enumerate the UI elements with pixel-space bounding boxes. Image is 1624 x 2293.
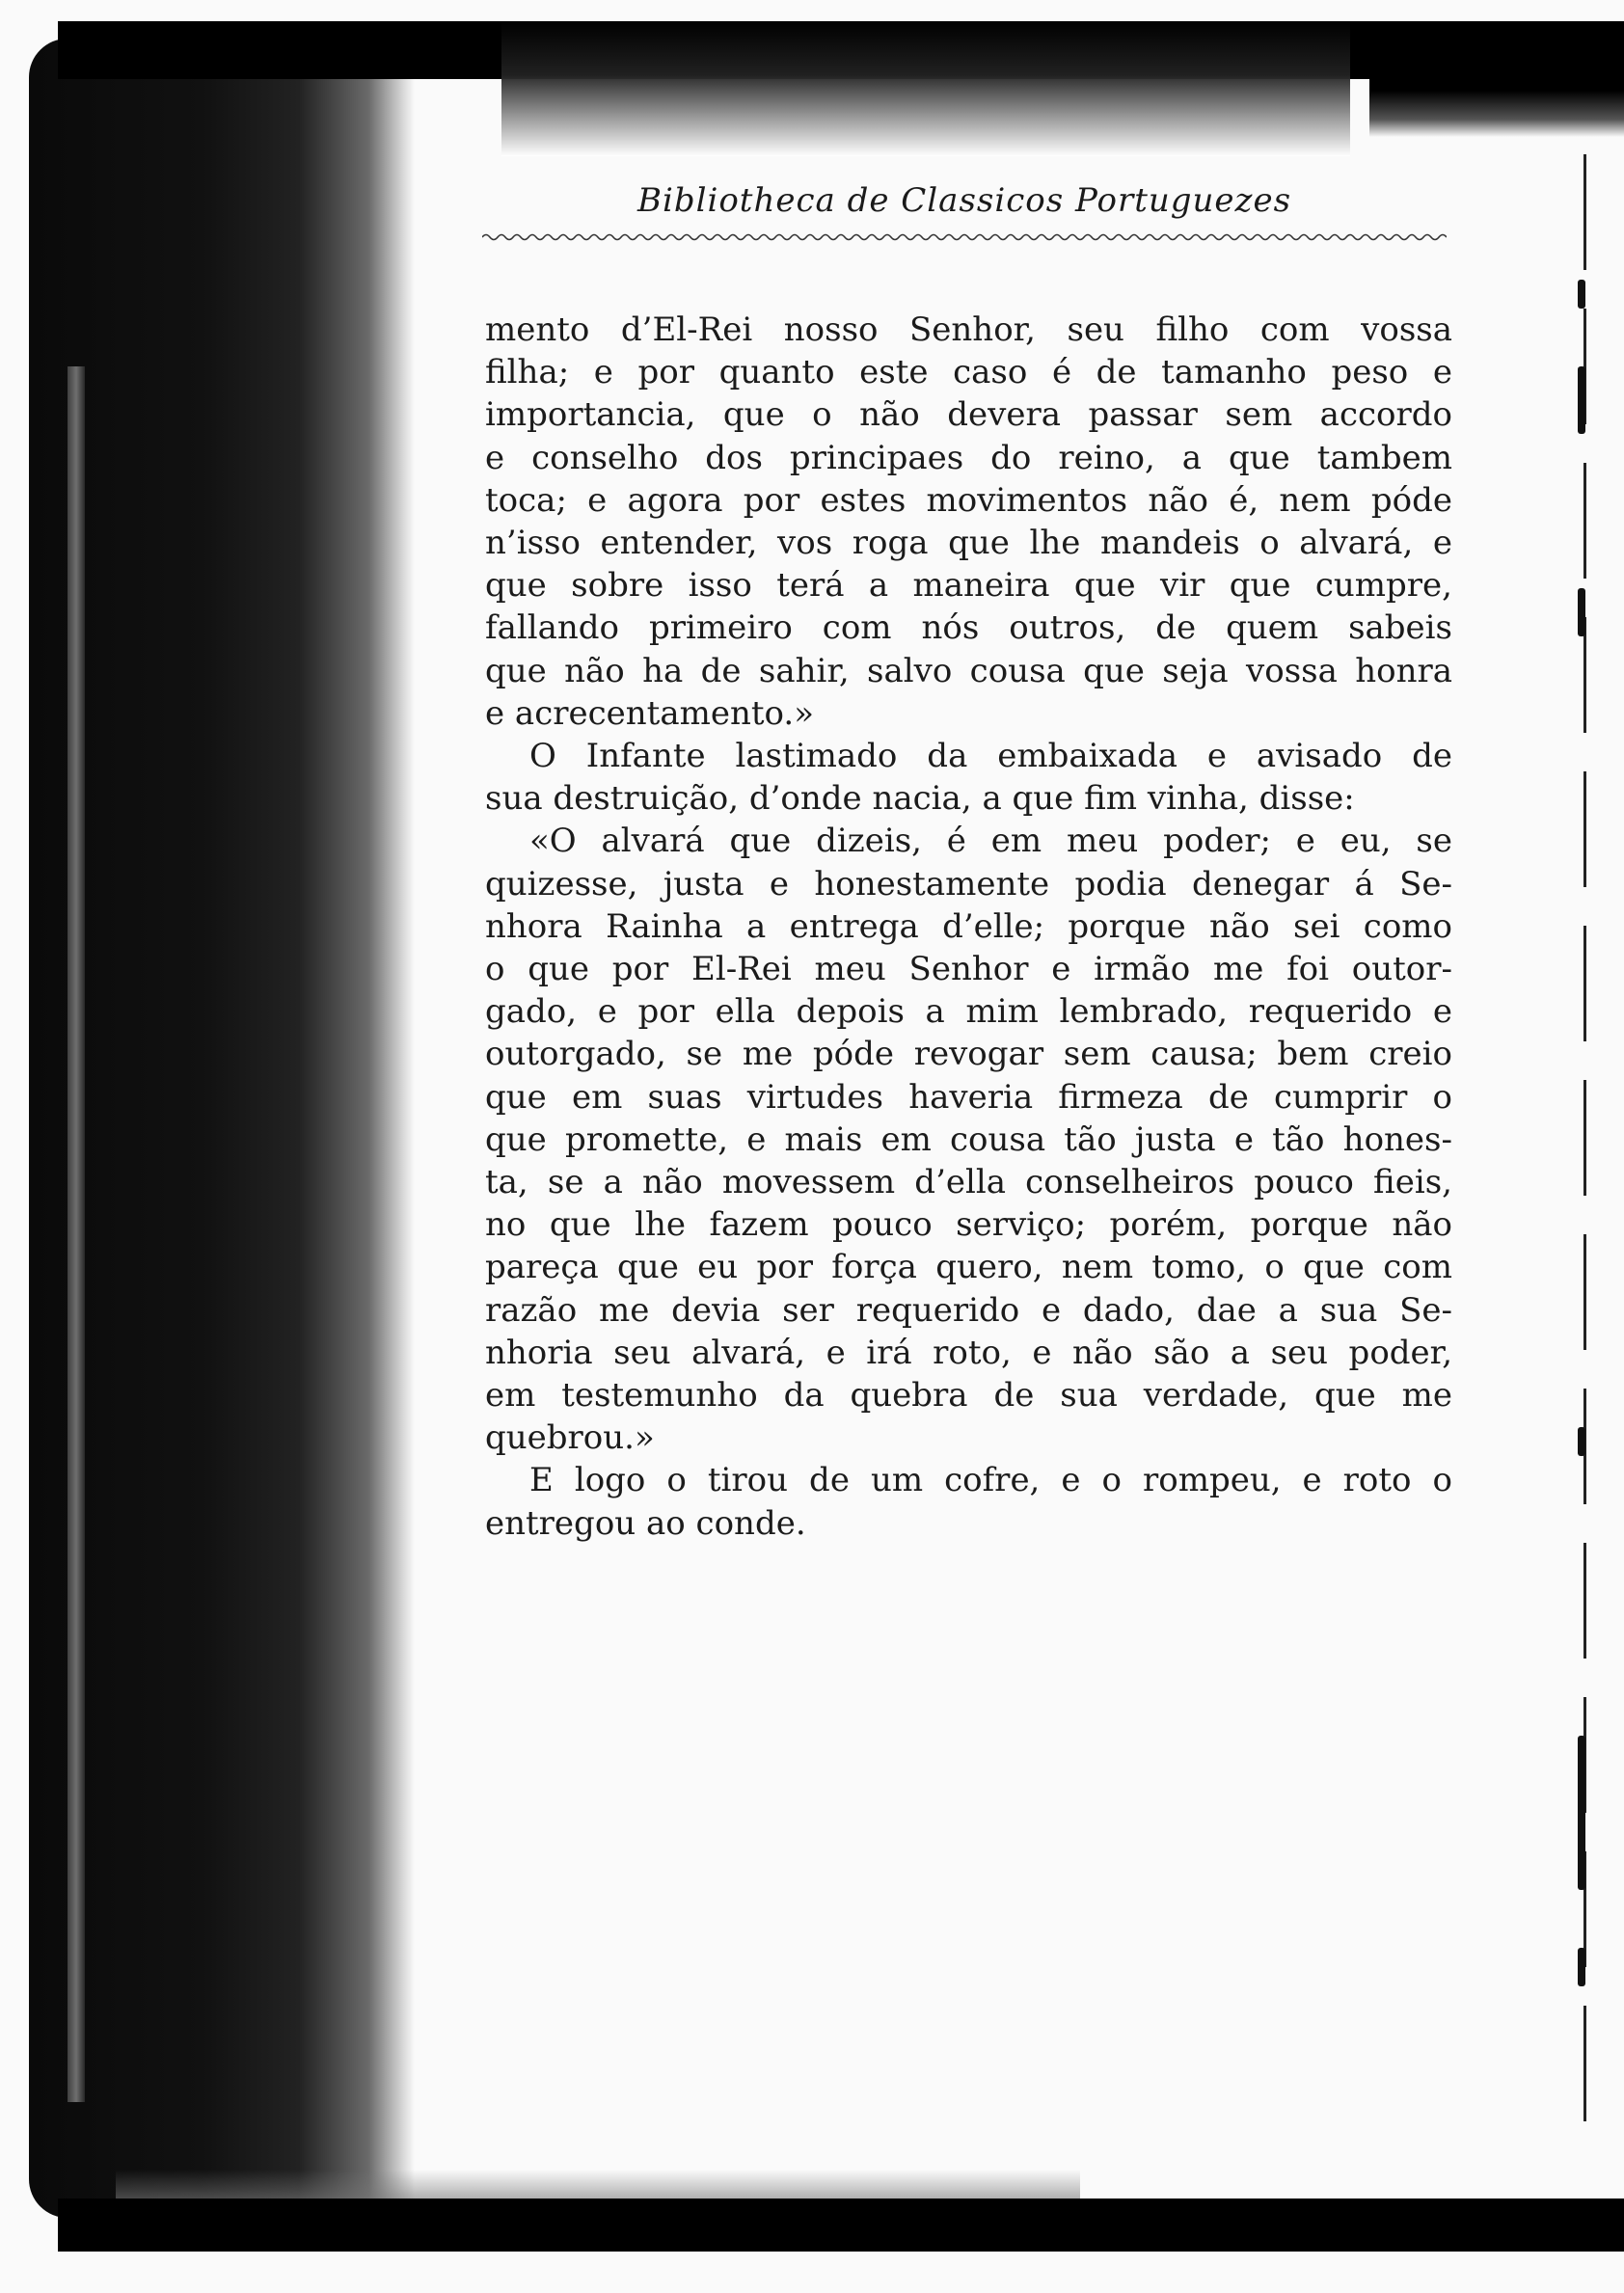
text-line: que não ha de sahir, salvo cousa que seja vossa honra	[485, 651, 1452, 690]
text-line: pareça que eu por força quero, nem tomo, o que com	[485, 1248, 1452, 1287]
body-text	[485, 309, 1452, 1545]
text-line: outorgado, se me póde revogar sem causa; bem creio	[485, 1035, 1452, 1074]
text-line: nhora Rainha a entrega d’elle; porque não sei como	[485, 906, 1452, 946]
binding-edge	[68, 366, 85, 2102]
text-line: O Infante lastimado da embaixada e avisado de	[529, 737, 1452, 776]
text-line: no que lhe fazem pouco serviço; porém, porque não	[485, 1205, 1452, 1245]
right-edge-mark	[1578, 1427, 1585, 1456]
text-line: nhoria seu alvará, e irá roto, e não são a seu poder,	[485, 1333, 1452, 1372]
text-line: e acrecentamento.»	[485, 693, 815, 733]
text-line: que em suas virtudes haveria firmeza de cumprir o	[485, 1077, 1452, 1117]
text-line: razão me devia ser requerido e dado, dae a sua Se-	[485, 1290, 1452, 1330]
text-line: fallando primeiro com nós outros, de quem sabeis	[485, 608, 1452, 648]
text-line: mento d’El-Rei nosso Senhor, seu filho com vossa	[485, 310, 1452, 349]
text-line: filha; e por quanto este caso é de tamanho peso e	[485, 353, 1452, 392]
text-line: quebrou.»	[485, 1418, 655, 1458]
paragraph	[485, 309, 1452, 735]
text-line: n’isso entender, vos roga que lhe mandeis o alvará, e	[485, 524, 1452, 563]
top-scan-shadow	[501, 21, 1350, 156]
paragraph	[485, 1459, 1452, 1544]
text-line: «O alvará que dizeis, é em meu poder; e eu, se	[529, 822, 1452, 861]
right-edge-mark	[1578, 588, 1585, 636]
bottom-scan-border	[58, 2199, 1624, 2252]
paragraph	[485, 820, 1452, 1459]
top-right-scan-border	[1369, 21, 1624, 137]
paragraph	[485, 735, 1452, 820]
wavy-rule	[482, 231, 1447, 243]
text-line: entregou ao conde.	[485, 1503, 806, 1543]
text-line: o que por El-Rei meu Senhor e irmão me foi outor-	[485, 950, 1452, 989]
right-edge-mark	[1578, 280, 1585, 309]
text-line: em testemunho da quebra de sua verdade, que me	[485, 1376, 1452, 1416]
running-head: Bibliotheca de Classicos Portuguezes	[636, 181, 1292, 220]
text-line: ta, se a não movessem d’ella conselheiros pouco fieis,	[485, 1163, 1452, 1202]
text-line: toca; e agora por estes movimentos não é, nem póde	[485, 480, 1452, 520]
binding-shadow	[29, 39, 415, 2218]
right-edge-mark	[1578, 366, 1585, 434]
text-line: e conselho dos principaes do reino, a que tambem	[485, 438, 1452, 477]
text-line: que promette, e mais em cousa tão justa e tão hones-	[485, 1120, 1452, 1159]
text-line: quizesse, justa e honestamente podia denegar á Se-	[485, 864, 1452, 904]
text-line: que sobre isso terá a maneira que vir que cumpre,	[485, 566, 1452, 606]
text-line: sua destruição, d’onde nacia, a que fim vinha, disse:	[485, 779, 1355, 819]
right-edge-mark	[1578, 1736, 1585, 1890]
text-line: gado, e por ella depois a mim lembrado, requerido e	[485, 992, 1452, 1032]
text-line: E logo o tirou de um cofre, e o rompeu, e roto o	[529, 1461, 1452, 1500]
text-line: importancia, que o não devera passar sem accordo	[485, 395, 1452, 435]
right-edge-mark	[1578, 1948, 1585, 1986]
